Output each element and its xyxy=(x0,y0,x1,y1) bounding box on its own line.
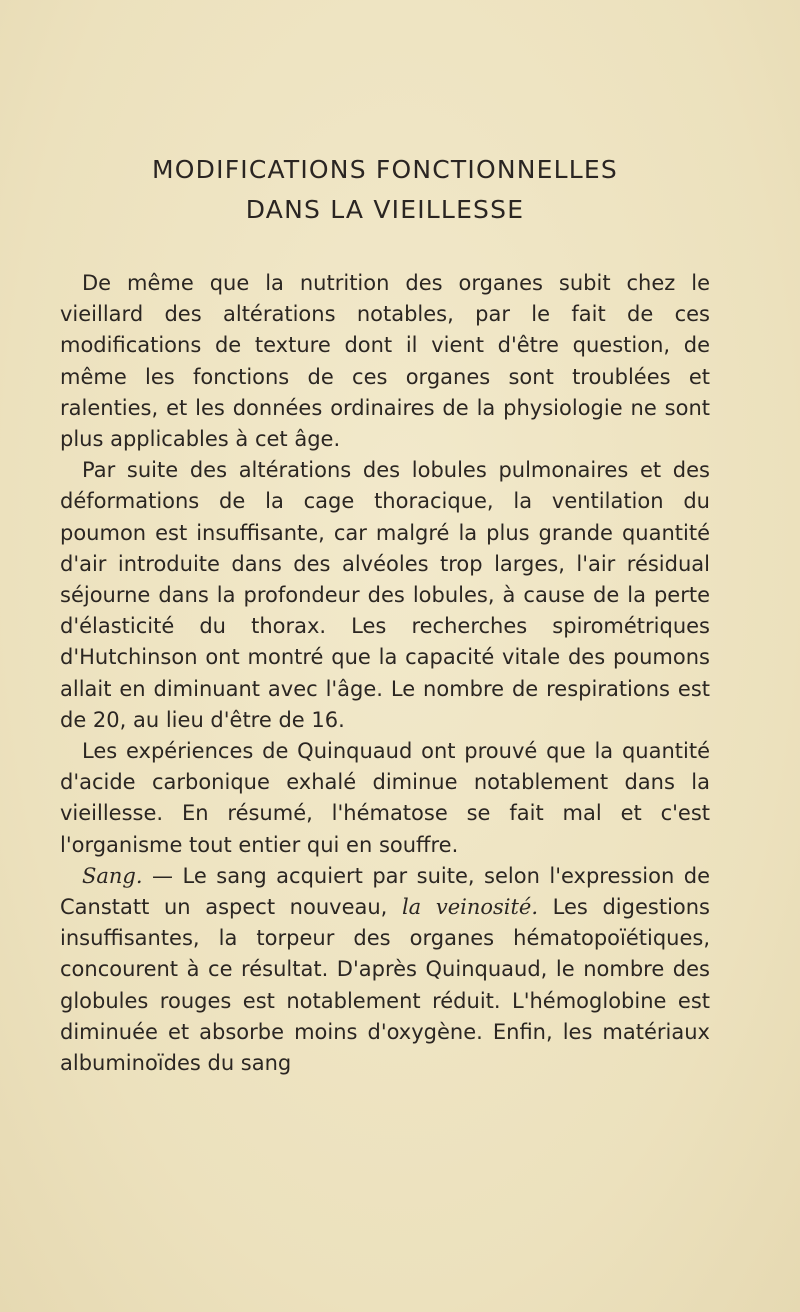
paragraph-3: Les expériences de Quinquaud ont prouvé que la quantité d'acide carbonique exhalé diminue notablement dans la vieillesse. En résumé, l'hématose se fait mal et c'est l'organisme tout entier qui en souffre. xyxy=(60,739,710,857)
section-lead-sang: Sang. xyxy=(82,863,143,888)
chapter-title-line-2: DANS LA VIEILLESSE xyxy=(245,195,525,224)
body-text xyxy=(60,268,710,1079)
term-veinosite: la veinosité. xyxy=(401,895,539,920)
paragraph-4 xyxy=(60,861,710,1079)
paragraph-4-part-2: Les digestions insuffisantes, la torpeur des organes hématopoïétiques, concourent à ce résultat. D'après Quinquaud, le nombre des globules rouges est notablement réduit. L'hémoglobine est diminuée et absorbe moins d'oxygène. Enfin, les matériaux albuminoïdes du sang xyxy=(60,895,710,1076)
paragraph-2: Par suite des altérations des lobules pulmonaires et des déformations de la cage thoracique, la ventilation du poumon est insuffisante, car malgré la plus grande quantité d'air introduite dans des alvéoles trop larges, l'air résidual séjourne dans la profondeur des lobules, à cause de la perte d'élasticité du thorax. Les recherches spirométriques d'Hutchinson ont montré que la capacité vitale des poumons allait en diminuant avec l'âge. Le nombre de respirations est de 20, au lieu d'être de 16. xyxy=(60,458,710,732)
paragraph-1: De même que la nutrition des organes subit chez le vieillard des altérations notables, par le fait de ces modifications de texture dont il vient d'être question, de même les fonctions de ces organes sont troublées et ralenties, et les données ordinaires de la physiologie ne sont plus applicables à cet âge. xyxy=(60,271,710,452)
chapter-title xyxy=(60,150,710,230)
chapter-title-line-1: MODIFICATIONS FONCTIONNELLES xyxy=(152,155,618,184)
paragraph-4-part-1: — Le sang acquiert par suite, selon l'expression de Canstatt un aspect nouveau, xyxy=(60,863,710,920)
page xyxy=(60,150,710,1079)
